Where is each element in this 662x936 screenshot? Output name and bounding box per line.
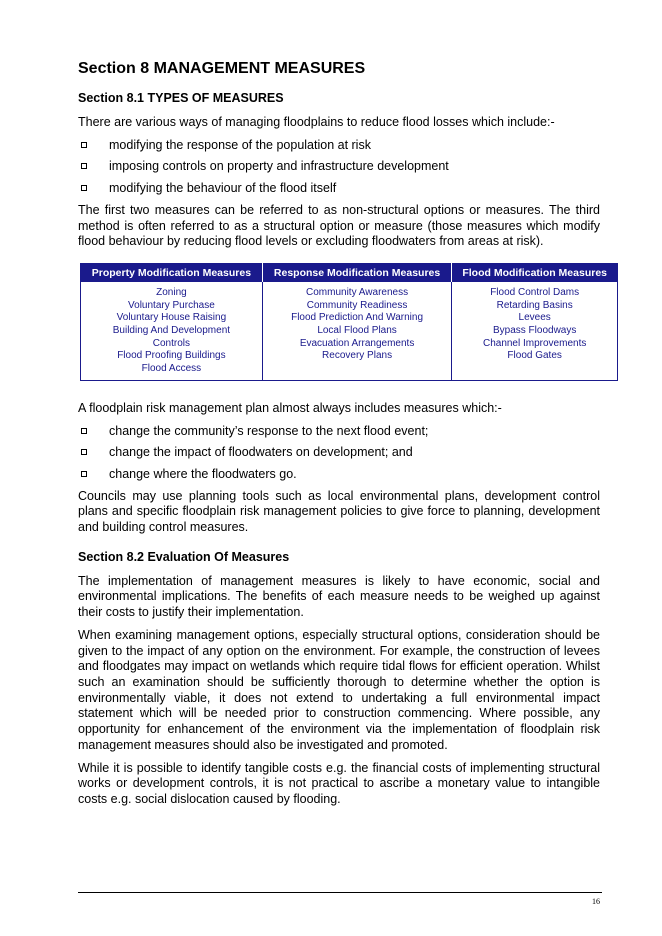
page-number: 16: [592, 897, 600, 906]
table-cell-line: Flood Control Dams: [490, 286, 580, 298]
list-item-text: modifying the response of the population at risk: [109, 137, 371, 152]
section-8-1-heading: Section 8.1 TYPES OF MEASURES: [78, 91, 284, 105]
implications-paragraph: The implementation of management measures is likely to have economic, social and environmental implications. The benefits of each measure needs to be weighed up against their costs to justify their implementation.: [78, 573, 600, 620]
table-cell-line: Community Awareness: [306, 286, 409, 298]
section-8-heading: Section 8 MANAGEMENT MEASURES: [78, 60, 366, 77]
page-content: [78, 60, 608, 815]
flood-measures-cell: [452, 282, 618, 380]
hollow-square-bullet-icon: [81, 142, 87, 148]
table-cell-line: Building And Development: [112, 325, 231, 337]
measures-table: [80, 263, 618, 381]
hollow-square-bullet-icon: [81, 428, 87, 434]
environment-paragraph: When examining management options, especially structural options, consideration should be given to the impact of any option on the environment. For example, the construction of levees and floodgates may impact on wetlands which require tidal flows for efficient operation. Whilst such an examination should be sufficiently thorough to determine whether the option is environmentally viable, it does not extend to undertaking a full environmental impact statement which will be needed prior to construction commencing. Where possible, any opportunity for enhancement of the environment via the implementation of floodplain risk management measures should also be investigated and promoted.: [78, 627, 600, 752]
measure-bullet-list: [78, 138, 600, 197]
table-cell-line: Levees: [518, 312, 551, 324]
costs-paragraph: While it is possible to identify tangible costs e.g. the financial costs of implementing structural works or development controls, it is not practical to ascribe a monetary value to intangible costs e.g. social dislocation caused by flooding.: [78, 760, 600, 806]
list-item: [78, 424, 600, 440]
planning-tools-paragraph: Councils may use planning tools such as local environmental plans, development control plans and specific floodplain risk management policies to give force to planning, development and building control measures.: [78, 488, 600, 535]
table-cell-line: Voluntary Purchase: [128, 299, 215, 311]
hollow-square-bullet-icon: [81, 163, 87, 169]
table-row: [81, 282, 618, 380]
list-item-text: change the impact of floodwaters on development; and: [109, 445, 413, 460]
column-header-response: Response Modification Measures: [262, 263, 452, 282]
table-cell-line: Controls: [152, 337, 191, 349]
footer-divider: [78, 892, 602, 893]
table-cell-line: Flood Prediction And Warning: [291, 312, 424, 324]
list-item: [78, 467, 600, 483]
column-header-property: Property Modification Measures: [81, 263, 263, 282]
table-cell-line: Recovery Plans: [322, 350, 393, 362]
table-header-row: [81, 263, 618, 282]
table-cell-line: Channel Improvements: [482, 337, 587, 349]
plan-bullet-list: [78, 424, 600, 483]
table-cell-line: Community Readiness: [306, 299, 408, 311]
property-measures-cell: [81, 282, 263, 380]
list-item: [78, 138, 600, 154]
list-item-text: change the community’s response to the next flood event;: [109, 423, 429, 438]
table-cell-line: Evacuation Arrangements: [299, 337, 415, 349]
column-header-flood: Flood Modification Measures: [452, 263, 618, 282]
list-item: [78, 445, 600, 461]
hollow-square-bullet-icon: [81, 185, 87, 191]
list-item-text: change where the floodwaters go.: [109, 466, 297, 481]
section-8-2-heading: Section 8.2 Evaluation Of Measures: [78, 549, 290, 564]
list-item: [78, 159, 600, 175]
list-item-text: imposing controls on property and infrastructure development: [109, 159, 449, 174]
table-cell-line: Bypass Floodways: [492, 325, 577, 337]
hollow-square-bullet-icon: [81, 449, 87, 455]
table-cell-line: Retarding Basins: [496, 299, 573, 311]
hollow-square-bullet-icon: [81, 471, 87, 477]
table-cell-line: Flood Proofing Buildings: [117, 350, 226, 362]
intro-paragraph: There are various ways of managing floodplains to reduce flood losses which include:-: [78, 115, 555, 129]
table-cell-line: Flood Access: [141, 363, 202, 375]
table-cell-line: Local Flood Plans: [317, 325, 397, 337]
list-item: [78, 181, 600, 197]
measures-explanation-paragraph: The first two measures can be referred to as non-structural options or measures. The third method is often referred to as a structural option or measure (those measures which modify flood behaviour by reducing flood levels or excluding floodwaters from areas at risk).: [78, 202, 600, 249]
response-measures-cell: [262, 282, 452, 380]
list-item-text: modifying the behaviour of the flood itself: [109, 181, 337, 196]
table-cell-line: Voluntary House Raising: [116, 312, 227, 324]
table-cell-line: Flood Gates: [507, 350, 562, 362]
plan-intro-paragraph: A floodplain risk management plan almost always includes measures which:-: [78, 400, 502, 415]
table-cell-line: Zoning: [156, 286, 187, 298]
